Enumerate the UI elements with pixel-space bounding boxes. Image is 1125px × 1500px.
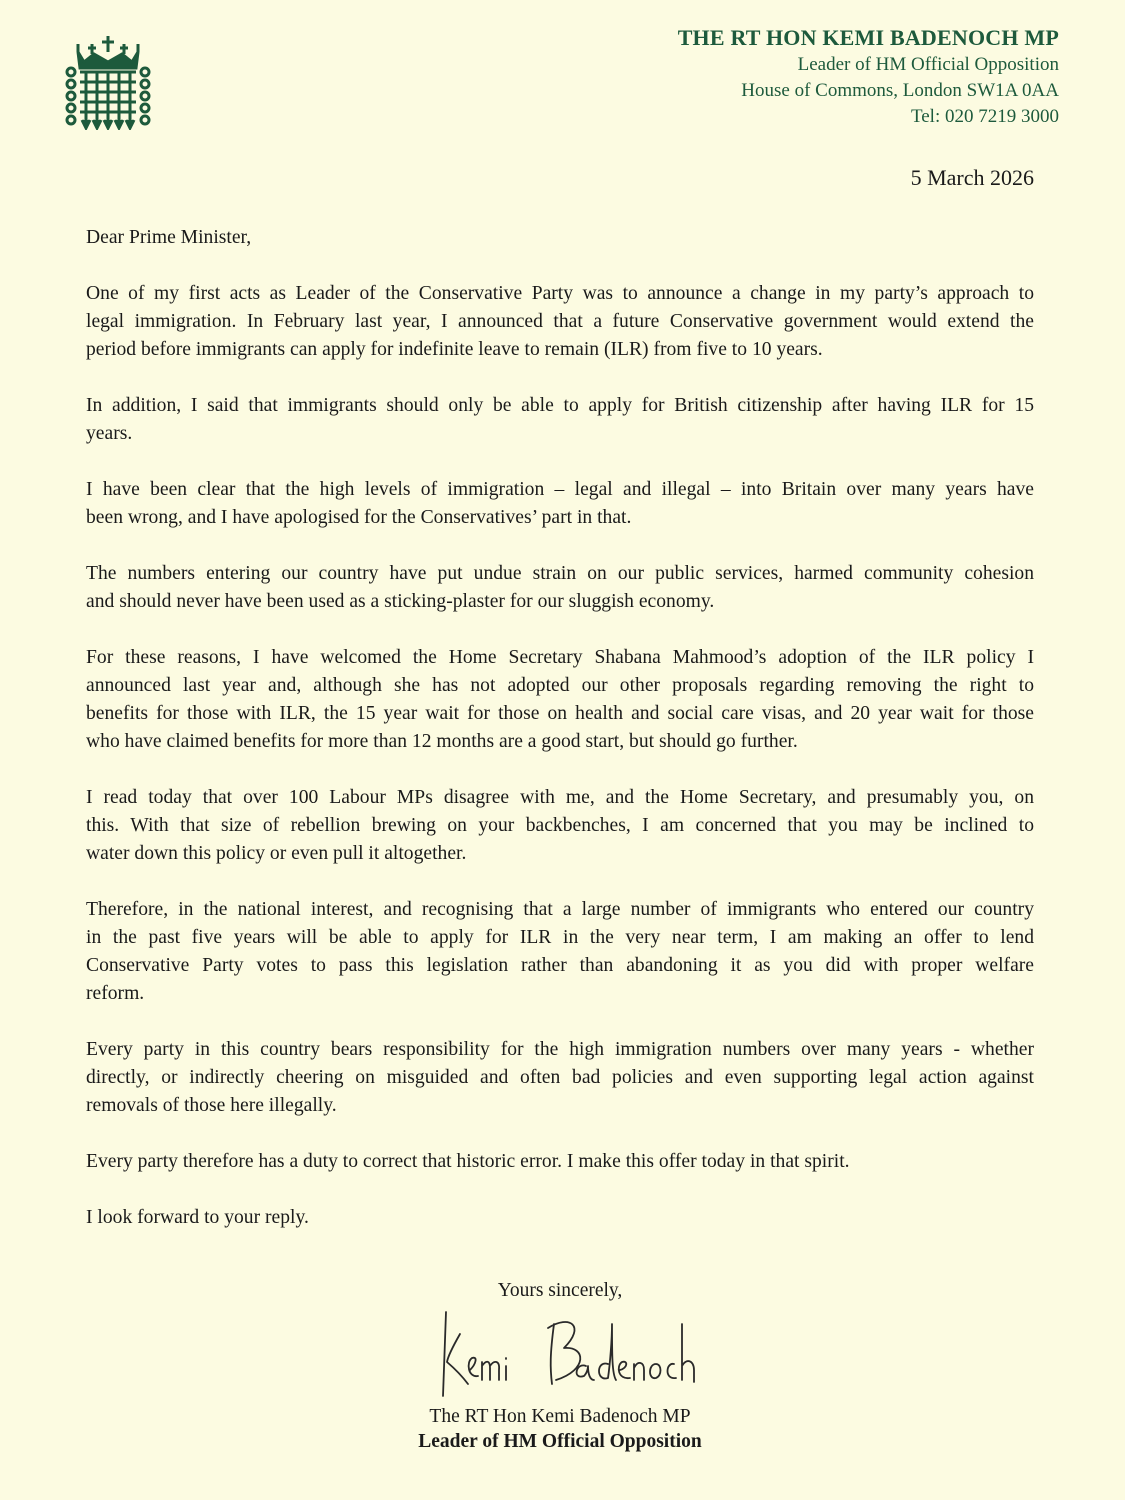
letter-date: 5 March 2026: [910, 165, 1034, 190]
letterhead-tel: Tel: 020 7219 3000: [910, 106, 1059, 127]
salutation: Dear Prime Minister,: [86, 227, 252, 248]
paragraph: [86, 1204, 1034, 1232]
letterhead-address: House of Commons, London SW1A 0AA: [741, 80, 1059, 101]
signatory-title: Leader of HM Official Opposition: [418, 1431, 702, 1452]
paragraph: [86, 392, 1034, 448]
paragraph-line: period before immigrants can apply for indefinite leave to remain (ILR) from five to 10 years.: [86, 339, 823, 360]
paragraph-line: been wrong, and I have apologised for the Conservatives’ part in that.: [86, 507, 632, 528]
paragraph-line: I have been clear that the high levels of immigration – legal and illegal – into Britain over many years have: [86, 479, 1034, 500]
letterhead: [678, 24, 1059, 130]
paragraph: [86, 896, 1034, 1008]
paragraph-line: Every party therefore has a duty to correct that historic error. I make this offer today in that spirit.: [86, 1151, 850, 1172]
paragraph-line: I look forward to your reply.: [86, 1207, 309, 1228]
paragraph-line: water down this policy or even pull it altogether.: [86, 843, 467, 864]
valediction: Yours sincerely,: [497, 1280, 623, 1301]
letterhead-name: THE RT HON KEMI BADENOCH MP: [677, 25, 1059, 50]
paragraph-line: One of my first acts as Leader of the Conservative Party was to announce a change in my party’s approach to: [86, 283, 1034, 304]
paragraph-line: and should never have been used as a sticking-plaster for our sluggish economy.: [86, 591, 715, 612]
portcullis-logo: [64, 32, 152, 130]
paragraph: [86, 644, 1034, 756]
paragraph-line: benefits for those with ILR, the 15 year wait for those on health and social care visas, and 20 year wait for those: [86, 703, 1034, 724]
paragraph-line: removals of those here illegally.: [86, 1095, 337, 1116]
paragraph-line: Every party in this country bears responsibility for the high immigration numbers over many years - whether: [86, 1039, 1034, 1060]
paragraph-line: announced last year and, although she has not adopted our other proposals regarding removing the right to: [86, 675, 1034, 696]
paragraph-line: this. With that size of rebellion brewing on your backbenches, I am concerned that you may be inclined to: [86, 815, 1034, 836]
paragraph: [86, 1036, 1034, 1120]
letter-body: [86, 224, 1034, 1260]
paragraph: [86, 280, 1034, 364]
paragraph-line: The numbers entering our country have put undue strain on our public services, harmed community cohesion: [86, 563, 1034, 584]
paragraph-line: In addition, I said that immigrants should only be able to apply for British citizenship after having ILR for 15: [86, 395, 1034, 416]
paragraph: [86, 476, 1034, 532]
signature: [436, 1304, 696, 1400]
paragraph-line: legal immigration. In February last year, I announced that a future Conservative government would extend the: [86, 311, 1034, 332]
signatory-name: The RT Hon Kemi Badenoch MP: [429, 1406, 691, 1427]
paragraph: [86, 784, 1034, 868]
paragraph-line: who have claimed benefits for more than 12 months are a good start, but should go further.: [86, 731, 798, 752]
paragraph-line: reform.: [86, 983, 145, 1004]
paragraphs: [86, 280, 1034, 1232]
letterhead-role: Leader of HM Official Opposition: [797, 54, 1059, 75]
paragraph-line: in the past five years will be able to apply for ILR in the very near term, I am making an offer to lend: [86, 927, 1034, 948]
paragraph-line: years.: [86, 423, 133, 444]
paragraph-line: Conservative Party votes to pass this legislation rather than abandoning it as you did with proper welfare: [86, 955, 1034, 976]
paragraph-line: directly, or indirectly cheering on misguided and often bad policies and even supporting legal action against: [86, 1067, 1034, 1088]
paragraph-line: For these reasons, I have welcomed the Home Secretary Shabana Mahmood’s adoption of the ILR policy I: [86, 647, 1034, 668]
paragraph-line: I read today that over 100 Labour MPs disagree with me, and the Home Secretary, and presumably you, on: [86, 787, 1034, 808]
paragraph: [86, 1148, 1034, 1176]
paragraph-line: Therefore, in the national interest, and recognising that a large number of immigrants who entered our country: [86, 899, 1034, 920]
paragraph: [86, 560, 1034, 616]
